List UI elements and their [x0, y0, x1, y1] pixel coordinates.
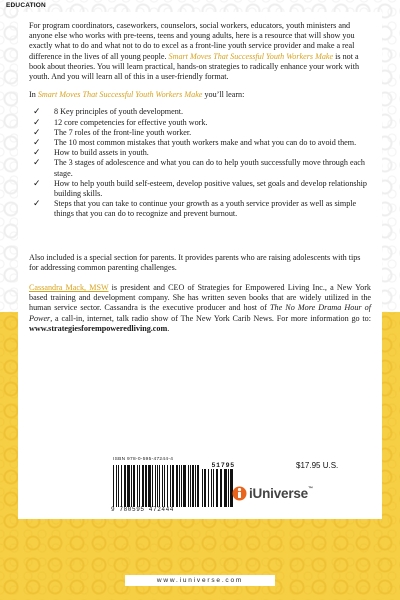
checkmark-icon: ✓ — [33, 178, 41, 189]
ean-barcode-bars — [113, 465, 199, 507]
intro-paragraph — [29, 21, 371, 82]
learn-suffix: you’ll learn: — [202, 90, 245, 100]
category-label: EDUCATION — [6, 2, 46, 9]
book-title-accent: Smart Moves That Successful Youth Workers Make — [168, 51, 334, 61]
list-item — [29, 148, 371, 158]
list-item-text: 12 core competencies for effective youth work. — [54, 117, 208, 127]
list-item — [29, 179, 371, 199]
author-text-3: . — [167, 323, 170, 333]
checkmark-icon: ✓ — [33, 127, 41, 138]
publisher-name — [249, 486, 313, 501]
list-item — [29, 158, 371, 178]
intro-text-2: is not a book about theories. You will learn practical, hands-on strategies to radically enhance your work with youth. And you will learn all of this in a user-friendly format. — [29, 51, 360, 82]
author-name: Cassandra Mack, MSW — [29, 283, 109, 293]
supplement-barcode-bars — [202, 469, 236, 507]
learn-list — [29, 107, 371, 219]
author-text-1: is president and CEO of Strategies for Empowered Living Inc., a New York based training and development company. She has written seven books that are widely utilized in the human service sector. Cassandra is the executive producer and host of — [29, 283, 371, 313]
back-cover-text — [29, 21, 371, 334]
barcode — [109, 455, 241, 518]
trademark-symbol: ™ — [307, 485, 313, 492]
author-text-2: , a call-in, internet, talk radio show of The New York Carib News. For more information go to: — [50, 313, 371, 323]
list-item — [29, 128, 371, 138]
list-item-text: The 3 stages of adolescence and what you can do to help youth successfully move through each stage. — [54, 158, 365, 178]
checkmark-icon: ✓ — [33, 199, 41, 210]
learn-prefix: In — [29, 90, 38, 100]
list-item-text: The 10 most common mistakes that youth workers make and what you can do to avoid them. — [54, 138, 357, 148]
intro-text-1: For program coordinators, caseworkers, counselors, social workers, educators, youth ministers and anyone else who works with pre-teens, teens and young adults, here is a resource that will show you exactly what to do and what not to do to excel as a front-line youth service provider and make a real difference in the lives of all young people. — [29, 21, 355, 61]
publisher-logo — [232, 483, 313, 503]
publisher-url-bar — [125, 575, 275, 586]
ean-digits: 9 780595 472444 — [111, 506, 175, 513]
price-code: 51795 — [211, 462, 235, 469]
parents-paragraph: Also included is a special section for parents. It provides parents who are raising adolescents with tips for addressing common parenting challenges. — [29, 252, 361, 272]
author-paragraph — [29, 283, 371, 334]
list-item-text: How to build assets in youth. — [54, 148, 149, 158]
price-label: $17.95 U.S. — [296, 461, 339, 470]
list-item-text: The 7 roles of the front-line youth worker. — [54, 127, 192, 137]
checkmark-icon: ✓ — [33, 148, 41, 159]
author-website: www.strategiesforempoweredliving.com — [29, 323, 168, 333]
list-item — [29, 107, 371, 117]
show-title: The No More Drama Hour of Power — [29, 303, 371, 323]
learn-book-title: Smart Moves That Successful Youth Workers Make — [37, 90, 203, 100]
publisher-name-text: iUniverse — [249, 485, 308, 501]
list-item — [29, 118, 371, 128]
list-item-text: 8 Key principles of youth development. — [54, 107, 184, 117]
list-item-text: How to help youth build self-esteem, develop positive values, set goals and develop relationship building skills. — [54, 178, 367, 199]
list-item — [29, 138, 371, 148]
learn-heading — [29, 90, 371, 100]
list-item-text: Steps that you can take to continue your growth as a youth service provider as well as simple things that you can do to recognize and prevent burnout. — [54, 199, 357, 219]
checkmark-icon: ✓ — [33, 138, 41, 149]
checkmark-icon: ✓ — [33, 158, 41, 169]
list-item — [29, 199, 371, 219]
isbn-label: ISBN 978-0-595-47244-4 — [113, 457, 174, 462]
checkmark-icon: ✓ — [33, 117, 41, 128]
checkmark-icon: ✓ — [33, 107, 41, 118]
publisher-url: www.iuniverse.com — [156, 577, 244, 584]
iuniverse-logo-icon — [232, 486, 247, 501]
